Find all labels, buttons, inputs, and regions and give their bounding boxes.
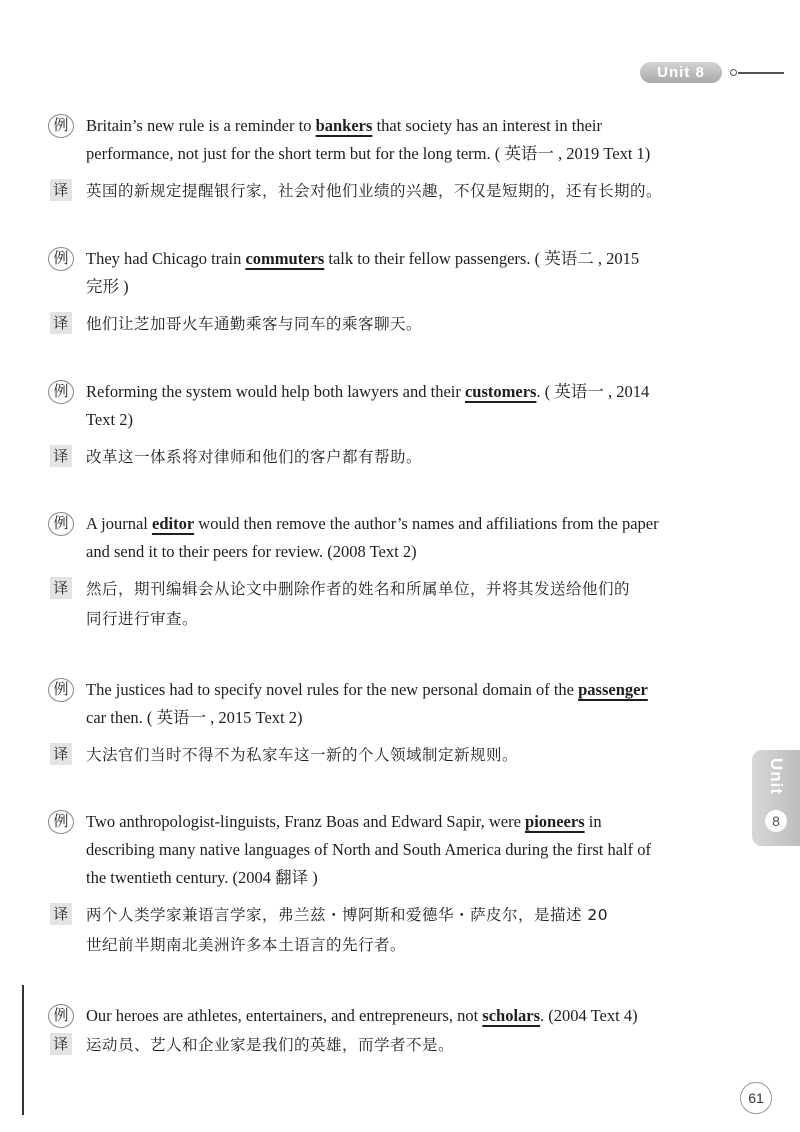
sentence-text: Reforming the system would help both lawyers and their <box>86 382 465 401</box>
translation-text: 同行进行审查。 <box>86 610 199 628</box>
sentence-text: The justices had to specify novel rules for the new personal domain of the <box>86 680 579 699</box>
example-marker-icon <box>48 114 76 138</box>
example-marker-label: 例 <box>48 512 74 536</box>
sentence-text: . ( 英语一 , 2014 <box>536 382 650 401</box>
translation-marker-icon: 译 <box>50 1033 72 1055</box>
english-line <box>48 676 728 704</box>
english-line <box>48 864 728 892</box>
left-margin-rule <box>22 985 24 1115</box>
example-marker-label: 例 <box>48 114 74 138</box>
sentence-text: Our heroes are athletes, entertainers, and entrepreneurs, not <box>86 1006 483 1025</box>
chinese-line <box>48 1030 728 1060</box>
side-tab-label: Unit <box>767 758 786 796</box>
example-entry <box>48 245 728 339</box>
english-line <box>48 704 728 732</box>
keyword: customers <box>464 382 537 401</box>
sentence-text: Britain’s new rule is a reminder to <box>86 116 316 135</box>
english-line <box>48 510 728 538</box>
example-marker-icon <box>48 678 76 702</box>
example-marker-label: 例 <box>48 247 74 271</box>
example-marker-label: 例 <box>48 380 74 404</box>
example-entry <box>48 112 728 206</box>
sentence-text: performance, not just for the short term but for the long term. ( 英语一 , 2019 Text 1) <box>86 144 651 163</box>
example-marker-icon <box>48 1004 76 1028</box>
english-line <box>48 273 728 301</box>
sentence-text: car then. ( 英语一 , 2015 Text 2) <box>86 708 303 727</box>
example-marker-label: 例 <box>48 1004 74 1028</box>
sentence-text: in <box>584 812 602 831</box>
english-line <box>48 1002 728 1030</box>
translation-marker-icon: 译 <box>50 445 72 467</box>
english-line <box>48 808 728 836</box>
english-line <box>48 140 728 168</box>
translation-marker-icon: 译 <box>50 743 72 765</box>
translation-marker-icon: 译 <box>50 179 72 201</box>
keyword: scholars <box>482 1006 541 1025</box>
sentence-text: 完形 ) <box>86 277 129 296</box>
example-marker-icon <box>48 247 76 271</box>
example-marker-label: 例 <box>48 678 74 702</box>
chinese-line <box>48 176 728 206</box>
unit-rule <box>738 72 784 74</box>
chinese-line <box>48 900 728 930</box>
translation-marker-icon: 译 <box>50 903 72 925</box>
sentence-text: describing many native languages of North and South America during the first half of <box>86 840 651 859</box>
keyword: commuters <box>245 249 325 268</box>
translation-text: 然后，期刊编辑会从论文中删除作者的姓名和所属单位，并将其发送给他们的 <box>86 580 631 598</box>
keyword: bankers <box>315 116 373 135</box>
chinese-line <box>48 442 728 472</box>
sentence-text: . (2004 Text 4) <box>540 1006 638 1025</box>
example-entry <box>48 378 728 472</box>
translation-marker-icon: 译 <box>50 312 72 334</box>
chinese-line <box>48 309 728 339</box>
keyword: pioneers <box>525 812 585 831</box>
chinese-line <box>48 740 728 770</box>
translation-text: 改革这一体系将对律师和他们的客户都有帮助。 <box>86 448 423 466</box>
keyword: editor <box>152 514 195 533</box>
chinese-line <box>48 604 728 634</box>
translation-text: 两个人类学家兼语言学家，弗兰兹・博阿斯和爱德华・萨皮尔，是描述 20 <box>86 906 609 924</box>
sentence-text: They had Chicago train <box>86 249 246 268</box>
translation-text: 运动员、艺人和企业家是我们的英雄，而学者不是。 <box>86 1036 455 1054</box>
sentence-text: would then remove the author’s names and affiliations from the paper <box>194 514 659 533</box>
example-marker-icon <box>48 512 76 536</box>
example-marker-icon <box>48 810 76 834</box>
english-line <box>48 112 728 140</box>
example-entry <box>48 1002 728 1060</box>
english-line <box>48 406 728 434</box>
example-marker-label: 例 <box>48 810 74 834</box>
translation-text: 英国的新规定提醒银行家，社会对他们业绩的兴趣，不仅是短期的，还有长期的。 <box>86 182 663 200</box>
english-line <box>48 378 728 406</box>
chinese-line <box>48 574 728 604</box>
translation-text: 世纪前半期南北美洲许多本土语言的先行者。 <box>86 936 407 954</box>
example-entry <box>48 676 728 770</box>
english-line <box>48 245 728 273</box>
english-line <box>48 538 728 566</box>
sentence-text: A journal <box>86 514 152 533</box>
side-tab-number: 8 <box>765 810 787 832</box>
sentence-text: Two anthropologist-linguists, Franz Boas and Edward Sapir, were <box>86 812 526 831</box>
translation-text: 他们让芝加哥火车通勤乘客与同车的乘客聊天。 <box>86 315 423 333</box>
sentence-text: Text 2) <box>86 410 133 429</box>
side-unit-tab <box>752 750 800 846</box>
keyword: passenger <box>578 680 648 699</box>
example-entry <box>48 808 728 960</box>
chinese-line <box>48 930 728 960</box>
example-entry <box>48 510 728 634</box>
example-marker-icon <box>48 380 76 404</box>
translation-marker-icon: 译 <box>50 577 72 599</box>
unit-label: Unit 8 <box>640 62 722 83</box>
unit-dot-icon <box>730 69 737 76</box>
sentence-text: and send it to their peers for review. (2008 Text 2) <box>86 542 417 561</box>
page-number: 61 <box>740 1082 772 1114</box>
sentence-text: talk to their fellow passengers. ( 英语二 , 2015 <box>324 249 640 268</box>
translation-text: 大法官们当时不得不为私家车这一新的个人领域制定新规则。 <box>86 746 519 764</box>
english-line <box>48 836 728 864</box>
sentence-text: the twentieth century. (2004 翻译 ) <box>86 868 318 887</box>
sentence-text: that society has an interest in their <box>372 116 602 135</box>
